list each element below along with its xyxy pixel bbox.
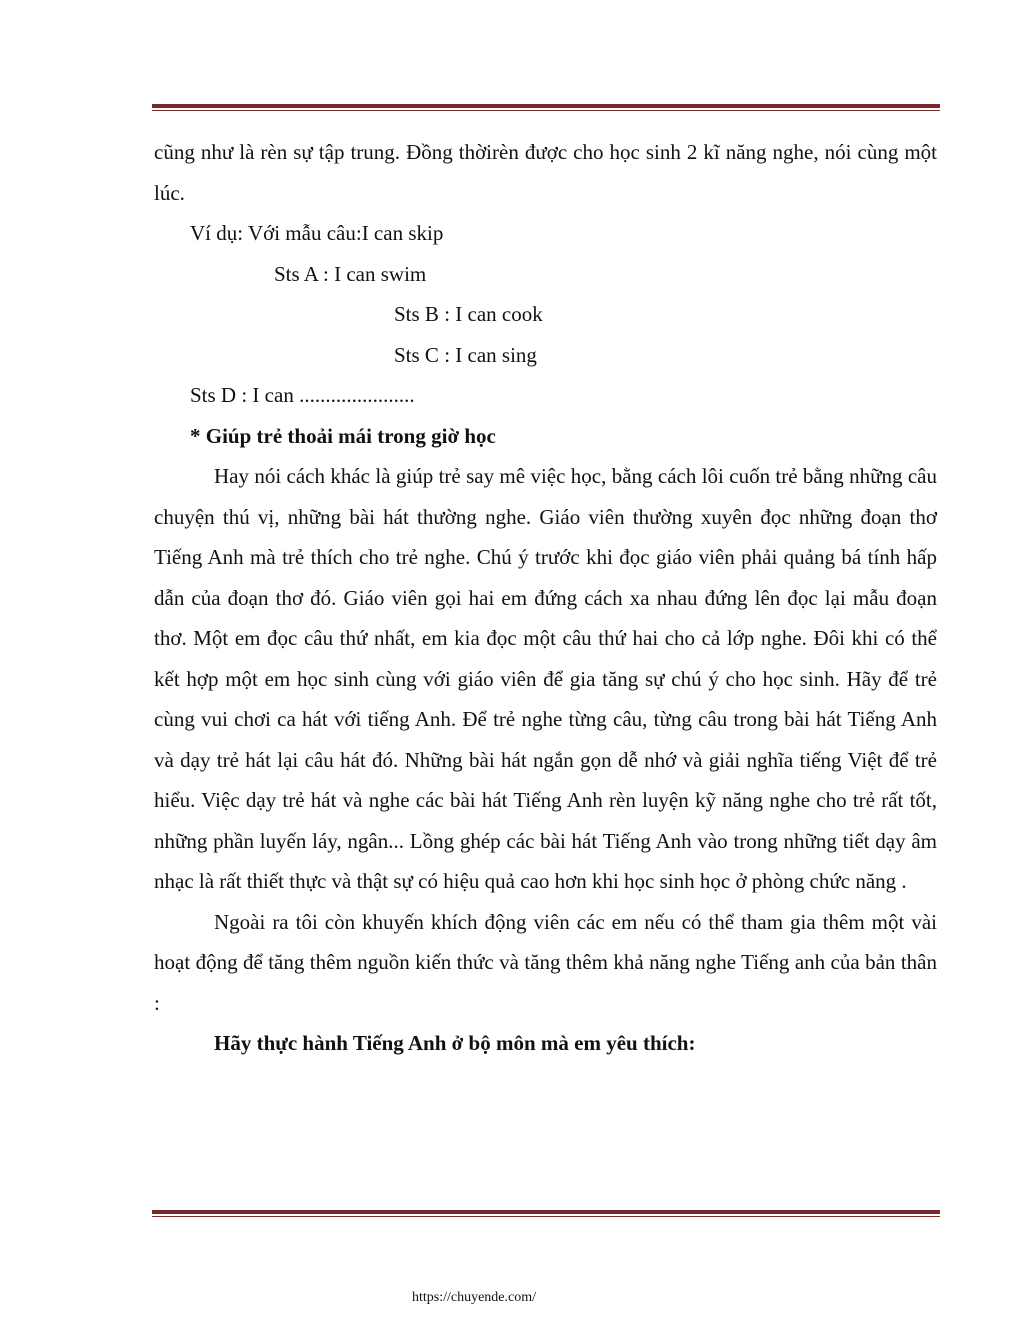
- example-line: Ví dụ: Với mẫu câu:I can skip: [190, 221, 444, 245]
- paragraph-songs-poems: Hay nói cách khác là giúp trẻ say mê việc học, bằng cách lôi cuốn trẻ bằng những câu chuyện thú vị, những bài hát thường nghe. Giáo viên thường xuyên đọc những đoạn thơ Tiếng Anh mà trẻ thích cho trẻ nghe. Chú ý trước khi đọc giáo viên phải quảng bá tính hấp dẫn của đoạn thơ đó. Giáo viên gọi hai em đứng cách xa nhau đứng lên đọc lại mẫu đoạn thơ. Một em đọc câu thứ nhất, em kia đọc một câu thứ hai cho cả lớp nghe. Đôi khi có thể kết hợp một em học sinh cùng với giáo viên để gia tăng sự chú ý cho học sinh. Hãy để trẻ cùng vui chơi ca hát với tiếng Anh. Để trẻ nghe từng câu, từng câu trong bài hát Tiếng Anh và dạy trẻ hát lại câu hát đó. Những bài hát ngắn gọn dễ nhớ và giải nghĩa tiếng Việt để trẻ hiểu. Việc dạy trẻ hát và nghe các bài hát Tiếng Anh rèn luyện kỹ năng nghe cho trẻ rất tốt, những phần luyến láy, ngân... Lồng ghép các bài hát Tiếng Anh vào trong những tiết dạy âm nhạc là rất thiết thực và thật sự có hiệu quả cao hơn khi học sinh học ở phòng chức năng .: [154, 464, 937, 893]
- example-sts-a: Sts A : I can swim: [274, 261, 427, 286]
- header-rule-thin: [152, 110, 940, 111]
- header-rule: [152, 104, 940, 111]
- section-heading-comfort: * Giúp trẻ thoải mái trong giờ học: [190, 423, 496, 448]
- section-heading-practice: Hãy thực hành Tiếng Anh ở bộ môn mà em yêu thích:: [214, 1031, 696, 1055]
- footer-rule-thick: [152, 1210, 940, 1214]
- example-sts-d: Sts D : I can ......................: [190, 383, 415, 407]
- example-sts-b: Sts B : I can cook: [394, 302, 543, 326]
- footer-rule-thin: [152, 1216, 940, 1217]
- header-rule-thick: [152, 104, 940, 108]
- paragraph-encouragement: Ngoài ra tôi còn khuyến khích động viên các em nếu có thể tham gia thêm một vài hoạt động để tăng thêm nguồn kiến thức và tăng thêm khả năng nghe Tiếng anh của bản thân :: [154, 909, 937, 1015]
- example-sts-c: Sts C : I can sing: [394, 342, 537, 367]
- footer-url-link[interactable]: https://chuyende.com/: [411, 1290, 537, 1305]
- footer-rule: [152, 1210, 940, 1217]
- document-body: [154, 132, 937, 1064]
- paragraph-continuation: cũng như là rèn sự tập trung. Đồng thờirèn được cho học sinh 2 kĩ năng nghe, nói cùng một lúc.: [154, 140, 937, 205]
